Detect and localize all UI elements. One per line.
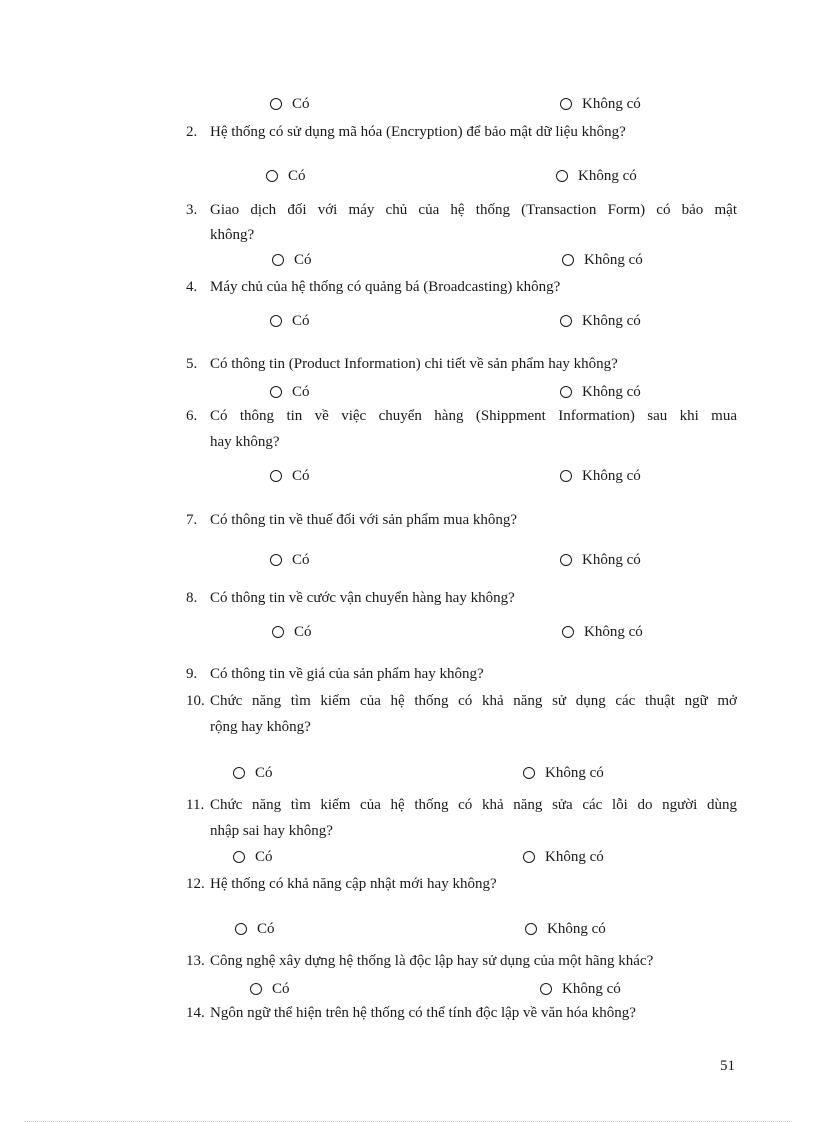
radio-circle-icon[interactable] bbox=[233, 767, 245, 779]
question-number: 12. bbox=[186, 876, 205, 892]
radio-circle-icon[interactable] bbox=[523, 767, 535, 779]
option-no[interactable]: Không có bbox=[560, 312, 641, 330]
option-yes[interactable]: Có bbox=[270, 551, 310, 569]
question-number: 3. bbox=[186, 202, 198, 218]
question-number: 6. bbox=[186, 408, 198, 424]
radio-circle-icon[interactable] bbox=[272, 626, 284, 638]
question-number: 8. bbox=[186, 590, 198, 606]
radio-circle-icon[interactable] bbox=[270, 98, 282, 110]
question-number: 5. bbox=[186, 356, 198, 372]
question-number: 4. bbox=[186, 279, 198, 295]
radio-circle-icon[interactable] bbox=[556, 170, 568, 182]
radio-circle-icon[interactable] bbox=[270, 554, 282, 566]
page-number: 51 bbox=[720, 1058, 735, 1074]
radio-circle-icon[interactable] bbox=[560, 315, 572, 327]
radio-circle-icon[interactable] bbox=[560, 470, 572, 482]
option-yes[interactable]: Có bbox=[270, 467, 310, 485]
option-yes[interactable]: Có bbox=[266, 167, 306, 185]
option-no[interactable]: Không có bbox=[560, 467, 641, 485]
radio-circle-icon[interactable] bbox=[270, 386, 282, 398]
radio-circle-icon[interactable] bbox=[233, 851, 245, 863]
radio-circle-icon[interactable] bbox=[266, 170, 278, 182]
question-number: 9. bbox=[186, 666, 198, 682]
option-no[interactable]: Không có bbox=[540, 980, 621, 998]
question-text: Ngôn ngữ thể hiện trên hệ thống có thể tính độc lập về văn hóa không? bbox=[210, 1005, 636, 1021]
question-text: Có thông tin về cước vận chuyển hàng hay không? bbox=[210, 590, 515, 606]
option-yes[interactable]: Có bbox=[233, 848, 273, 866]
question-text-continued: rộng hay không? bbox=[210, 719, 311, 735]
question-number: 10. bbox=[186, 693, 205, 709]
question-text: Có thông tin về việc chuyển hàng (Shippment Information) sau khi mua bbox=[210, 408, 737, 424]
radio-circle-icon[interactable] bbox=[540, 983, 552, 995]
question-number: 7. bbox=[186, 512, 198, 528]
option-no[interactable]: Không có bbox=[562, 251, 643, 269]
question-text: Giao dịch đối với máy chủ của hệ thống (Transaction Form) có bảo mật bbox=[210, 202, 737, 218]
radio-circle-icon[interactable] bbox=[560, 386, 572, 398]
radio-circle-icon[interactable] bbox=[272, 254, 284, 266]
option-no[interactable]: Không có bbox=[562, 623, 643, 641]
question-text: Chức năng tìm kiếm của hệ thống có khả năng sửa các lỗi do người dùng bbox=[210, 797, 737, 813]
option-yes[interactable]: Có bbox=[250, 980, 290, 998]
radio-circle-icon[interactable] bbox=[270, 315, 282, 327]
question-number: 14. bbox=[186, 1005, 205, 1021]
question-text: Hệ thống có sử dụng mã hóa (Encryption) để bảo mật dữ liệu không? bbox=[210, 124, 626, 140]
option-no[interactable]: Không có bbox=[560, 95, 641, 113]
option-no[interactable]: Không có bbox=[556, 167, 637, 185]
question-text: Có thông tin về giá của sản phẩm hay không? bbox=[210, 666, 484, 682]
option-no[interactable]: Không có bbox=[525, 920, 606, 938]
option-no[interactable]: Không có bbox=[560, 551, 641, 569]
radio-circle-icon[interactable] bbox=[235, 923, 247, 935]
question-text: Có thông tin về thuế đối với sản phẩm mua không? bbox=[210, 512, 518, 528]
footer-divider bbox=[24, 1121, 792, 1122]
option-no[interactable]: Không có bbox=[560, 383, 641, 401]
question-number: 2. bbox=[186, 124, 198, 140]
option-no[interactable]: Không có bbox=[523, 848, 604, 866]
question-text-continued: không? bbox=[210, 227, 255, 243]
option-yes[interactable]: Có bbox=[272, 623, 312, 641]
question-number: 11. bbox=[186, 797, 205, 813]
radio-circle-icon[interactable] bbox=[270, 470, 282, 482]
radio-circle-icon[interactable] bbox=[250, 983, 262, 995]
question-text-continued: nhập sai hay không? bbox=[210, 823, 333, 839]
option-yes[interactable]: Có bbox=[272, 251, 312, 269]
question-text: Có thông tin (Product Information) chi tiết về sản phẩm hay không? bbox=[210, 356, 618, 372]
option-yes[interactable]: Có bbox=[270, 383, 310, 401]
radio-circle-icon[interactable] bbox=[525, 923, 537, 935]
radio-circle-icon[interactable] bbox=[560, 98, 572, 110]
option-yes[interactable]: Có bbox=[233, 764, 273, 782]
question-text: Chức năng tìm kiếm của hệ thống có khả năng sử dụng các thuật ngữ mở bbox=[210, 693, 737, 709]
question-text: Công nghệ xây dựng hệ thống là độc lập hay sử dụng của một hãng khác? bbox=[210, 953, 654, 969]
question-text-continued: hay không? bbox=[210, 434, 280, 450]
radio-circle-icon[interactable] bbox=[560, 554, 572, 566]
question-number: 13. bbox=[186, 953, 205, 969]
option-yes[interactable]: Có bbox=[270, 95, 310, 113]
option-no[interactable]: Không có bbox=[523, 764, 604, 782]
radio-circle-icon[interactable] bbox=[562, 626, 574, 638]
question-text: Hệ thống có khả năng cập nhật mới hay không? bbox=[210, 876, 497, 892]
radio-circle-icon[interactable] bbox=[562, 254, 574, 266]
option-yes[interactable]: Có bbox=[270, 312, 310, 330]
radio-circle-icon[interactable] bbox=[523, 851, 535, 863]
question-text: Máy chủ của hệ thống có quảng bá (Broadcasting) không? bbox=[210, 279, 561, 295]
option-yes[interactable]: Có bbox=[235, 920, 275, 938]
